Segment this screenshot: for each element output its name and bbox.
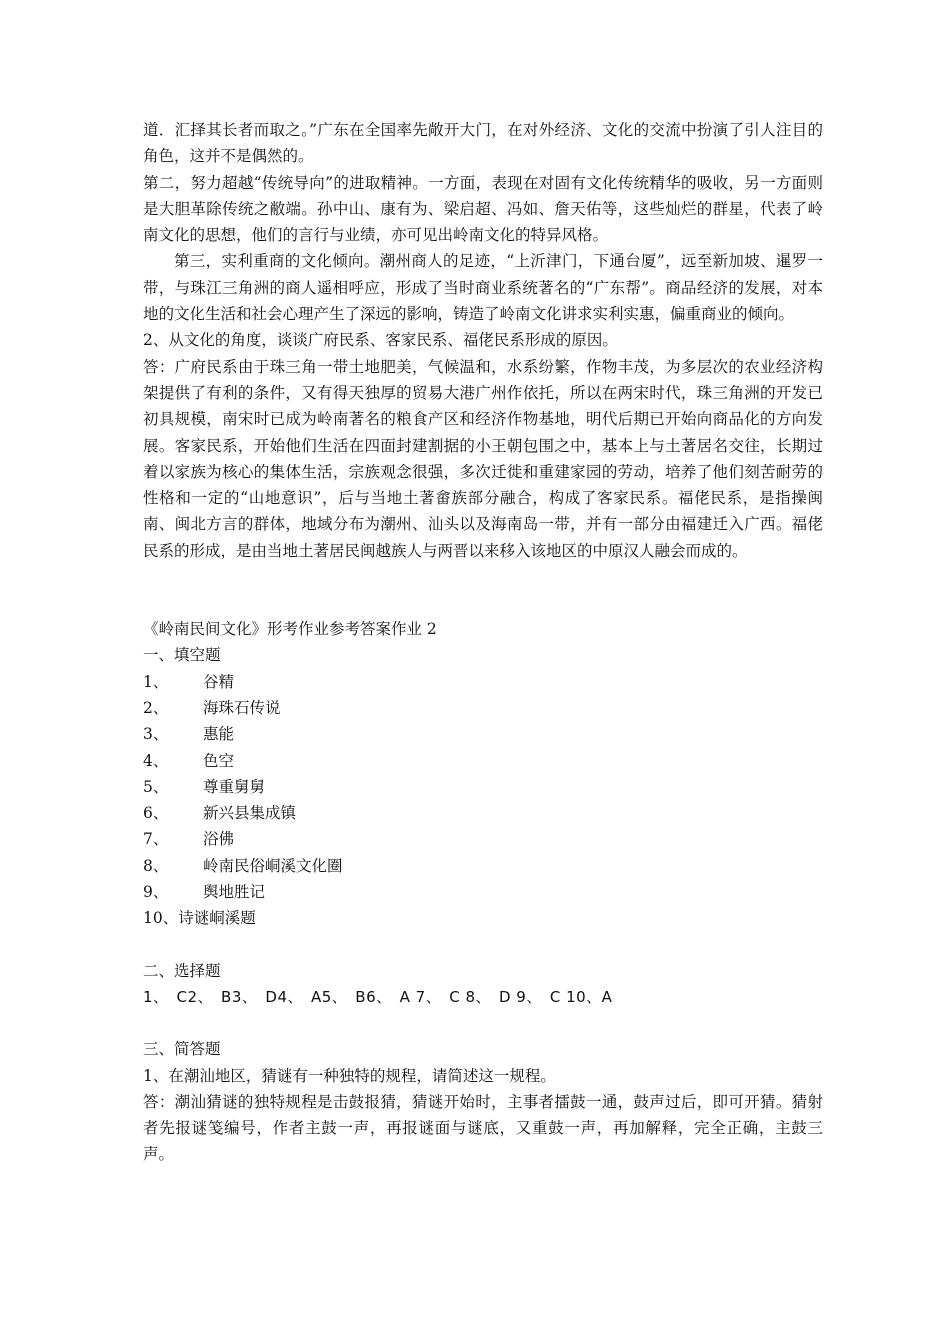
list-item [143, 748, 823, 774]
document-body [143, 117, 823, 1168]
section-heading-fill-blank: 一、填空题 [143, 646, 221, 665]
list-item [143, 800, 823, 826]
item-answer: 舆地胜记 [203, 883, 266, 902]
question-2: 2、从文化的角度，谈谈广府民系、客家民系、福佬民系形成的原因。 [143, 331, 618, 350]
paragraph-continuation: 道．汇择其长者而取之。”广东在全国率先敞开大门，在对外经济、文化的交流中扮演了引人注目的角色，这并不是偶然的。 [143, 121, 823, 166]
list-item [143, 879, 823, 905]
assignment-title: 《岭南民间文化》形考作业参考答案作业 2 [143, 620, 437, 639]
item-answer: 浴佛 [203, 830, 235, 849]
item-number: 5、 [143, 777, 169, 796]
item-number: 9、 [143, 883, 169, 902]
item-answer: 惠能 [203, 725, 235, 744]
list-item-10: 10、诗谜峒溪题 [143, 909, 256, 928]
list-item [143, 669, 823, 695]
item-number: 4、 [143, 751, 169, 770]
item-answer: 谷精 [203, 672, 235, 691]
item-answer: 岭南民俗峒溪文化圈 [203, 856, 343, 875]
spacer [143, 932, 823, 958]
item-number: 1、 [143, 672, 169, 691]
item-number: 6、 [143, 804, 169, 823]
item-number: 7、 [143, 830, 169, 849]
list-item [143, 853, 823, 879]
short-answer-question-1: 1、在潮汕地区，猜谜有一种独特的规程，请简述这一规程。 [143, 1066, 556, 1085]
list-item [143, 721, 823, 747]
section-heading-short-answer: 三、简答题 [143, 1040, 221, 1059]
paragraph-second-point: 第二，努力超越“传统导向”的进取精神。一方面，表现在对固有文化传统精华的吸收，另一方面则是大胆革除传统之敝端。孙中山、康有为、梁启超、冯如、詹天佑等，这些灿烂的群星，代表了岭南文化的思想，他们的言行与业绩，亦可见出岭南文化的特异风格。 [143, 173, 823, 245]
item-answer: 色空 [203, 751, 235, 770]
spacer [143, 1010, 823, 1036]
item-number: 2、 [143, 698, 169, 717]
item-number: 8、 [143, 856, 169, 875]
list-item [143, 826, 823, 852]
spacer [143, 564, 823, 616]
paragraph-third-point: 第三，实利重商的文化倾向。潮州商人的足迹，“上沂津门，下通台厦”，远至新加坡、暹罗一带，与珠江三角洲的商人遥相呼应，形成了当时商业系统著名的“广东帮”。商品经济的发展，对本地的文化生活和社会心理产生了深远的影响，铸造了岭南文化讲求实利实惠，偏重商业的倾向。 [143, 252, 823, 324]
item-answer: 海珠石传说 [203, 698, 281, 717]
item-number: 3、 [143, 725, 169, 744]
item-answer: 尊重舅舅 [203, 777, 266, 796]
item-answer: 新兴县集成镇 [203, 804, 297, 823]
short-answer-answer-1: 答：潮汕猜谜的独特规程是击鼓报猜，猜谜开始时，主事者擂鼓一通，鼓声过后，即可开猜。猜射者先报谜笺编号，作者主鼓一声，再报谜面与谜底，又重鼓一声，再加解释，完全正确，主鼓三声。 [143, 1092, 823, 1164]
answer-2: 答：广府民系由于珠三角一带土地肥美，气候温和，水系纷繁，作物丰茂，为多层次的农业经济构架提供了有利的条件，又有得天独厚的贸易大港广州作依托，所以在两宋时代，珠三角洲的开发已初具规模，南宋时已成为岭南著名的粮食产区和经济作物基地，明代后期已开始向商品化的方向发展。客家民系，开始他们生活在四面封建割据的小王朝包围之中，基本上与土著居名交往，长期过着以家族为核心的集体生活，宗族观念很强，多次迁徙和重建家园的劳动，培养了他们刻苦耐劳的性格和一定的“山地意识”，后与当地土著畲族部分融合，构成了客家民系。福佬民系，是指操闽南、闽北方言的群体，地域分布为潮州、汕头以及海南岛一带，并有一部分由福建迁入广西。福佬民系的形成，是由当地土著居民闽越族人与两晋以来移入该地区的中原汉人融会而成的。 [143, 357, 823, 560]
list-item [143, 695, 823, 721]
choice-answers: 1、 C2、 B3、 D4、 A5、 B6、 A 7、 C 8、 D 9、 C 10、A [143, 987, 613, 1006]
list-item [143, 774, 823, 800]
section-heading-multiple-choice: 二、选择题 [143, 961, 221, 980]
